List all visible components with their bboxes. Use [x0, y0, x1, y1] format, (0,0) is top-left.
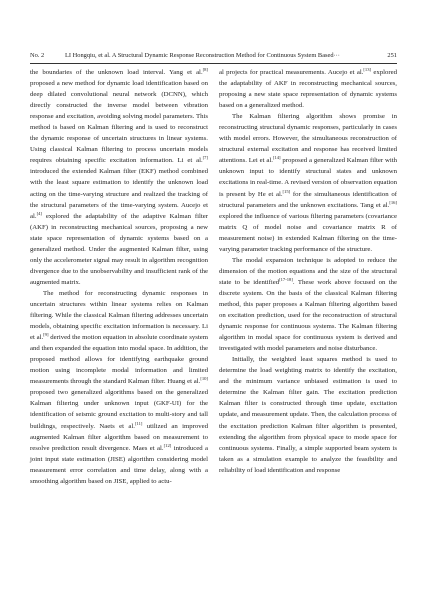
- header-rule: [30, 63, 397, 64]
- citation-ref: [7]: [202, 155, 208, 161]
- paragraph: al projects for practical measurements. Aucejo et al.[13] explored the adaptability of AKF in reconstructing mechanical sources, proposing a new state space representation of dynamic systems based on a generalized method.: [219, 67, 397, 110]
- citation-ref: [16]: [389, 199, 397, 205]
- right-column: [219, 67, 397, 476]
- paragraph: The Kalman filtering algorithm shows promise in reconstructing structural dynamic responses, particularly in cases with model errors. However, the simultaneous reconstruction of structural external excitation and response has received limited attentions. Lei et al.[14] proposed a generalized Kalman filter with unknown input to identify structural states and unknown excitations in real-time. A revised version of observation equation is present by He et al.[15] for the simultaneous identification of structural parameters and the unknown excitations. Tang et al.[16] explored the influence of various filtering parameters (covariance matrix Q of model noise and covariance matrix R of measurement noise) in extended Kalman filtering on the time-varying parameter tracking performance of the structure.: [219, 113, 397, 253]
- citation-ref: [13]: [363, 67, 372, 72]
- paragraph: the boundaries of the unknown load interval. Yang et al.[8] proposed a new method for dynamic load identification based on deep dilated convolutional neural network (DCNN), which directly constructed the inverse model between vibration response and excitation, avoiding solving model parameters. This method is based on Kalman filtering and is used to reconstruct the dynamic response of uncertain structures in linear systems. Using classical Kalman filtering to process uncertain models requires obtaining specific excitation information. Li et al.[7] introduced the extended Kalman filter (EKF) method combined with the least square estimation to identify the unknown load acting on the time-varying structure and realized the tracking of the structural parameters of the time-varying system. Aucejo et al.[4] explored the adaptability of the adaptive Kalman filter (AKF) in reconstructing mechanical sources, proposing a new state space representation of dynamic systems based on a generalized method. Under the augmented Kalman filter, using only the accelerometer signal may result in algorithm recognition divergence due to the unobservability and insufficient rank of the augmented matrix.: [30, 67, 208, 286]
- left-column: [30, 67, 208, 487]
- running-header: [30, 50, 397, 62]
- page-number: 251: [387, 52, 397, 59]
- citation-ref: [9]: [43, 332, 49, 338]
- paragraph: The method for reconstructing dynamic responses in uncertain structures within linear systems relies on Kalman filtering. While the classical Kalman filtering addresses uncertain models, obtaining specific excitation information is necessary. Li et al.[9] derived the motion equation in absolute coordinate system and then expanded the equation into modal space. In addition, the proposed method allows for identifying earthquake ground motion using incomplete modal information and limited measurements through the standard Kalman filter. Huang et al.[10] proposed two generalized algorithms based on the generalized Kalman filtering under unknown input (GKF-UI) for the identification of seismic ground excitation to multi-story and tall buildings, respectively. Naets et al.[11] utilized an improved augmented Kalman filter algorithm based on measurement to resolve prediction result divergence. Maes et al.[12] introduced a joint input state estimation (JISE) algorithm considering model measurement error correlation and time delay, along with a smoothing algorithm based on JISE, applied to actu-: [30, 289, 208, 485]
- running-title: LI Hongqiu, et al. A Structural Dynamic Response Reconstruction Method for Continuous System Based···: [65, 52, 340, 59]
- citation-ref: [17-18]: [279, 276, 293, 282]
- citation-ref: [15]: [282, 188, 291, 194]
- citation-ref: [12]: [163, 442, 172, 448]
- paragraph: Initially, the weighted least squares method is used to determine the load weighting matrix to identify the excitation, and the minimum variance unbiased estimation is used to determine the Kalman filter gain. The excitation prediction Kalman filter is constructed through time update, excitation update, and measurement update. Then, the calculation process of the excitation prediction Kalman filter algorithm is presented, extending the algorithm from physical space to mode space for continuous systems. Finally, a simple supported beam system is taken as a simulation example to analyze the feasibility and reliability of load identification and response: [219, 356, 397, 474]
- issue-number: No. 2: [30, 52, 45, 59]
- citation-ref: [4]: [36, 210, 42, 216]
- citation-ref: [11]: [134, 420, 143, 426]
- paragraph: The modal expansion technique is adopted to reduce the dimension of the motion equations and the size of the structural state to be identified[17-18]. These work above focused on the discrete system. On the basis of the classical Kalman filtering method, this paper proposes a Kalman filtering algorithm based on excitation prediction, used for the reconstruction of structural dynamic response for continuous systems. The Kalman filtering algorithm in modal space for continuous system is derived and investigated with model parameters and noise disturbance.: [219, 256, 397, 353]
- citation-ref: [8]: [202, 67, 208, 72]
- citation-ref: [14]: [272, 155, 281, 161]
- citation-ref: [10]: [200, 376, 208, 382]
